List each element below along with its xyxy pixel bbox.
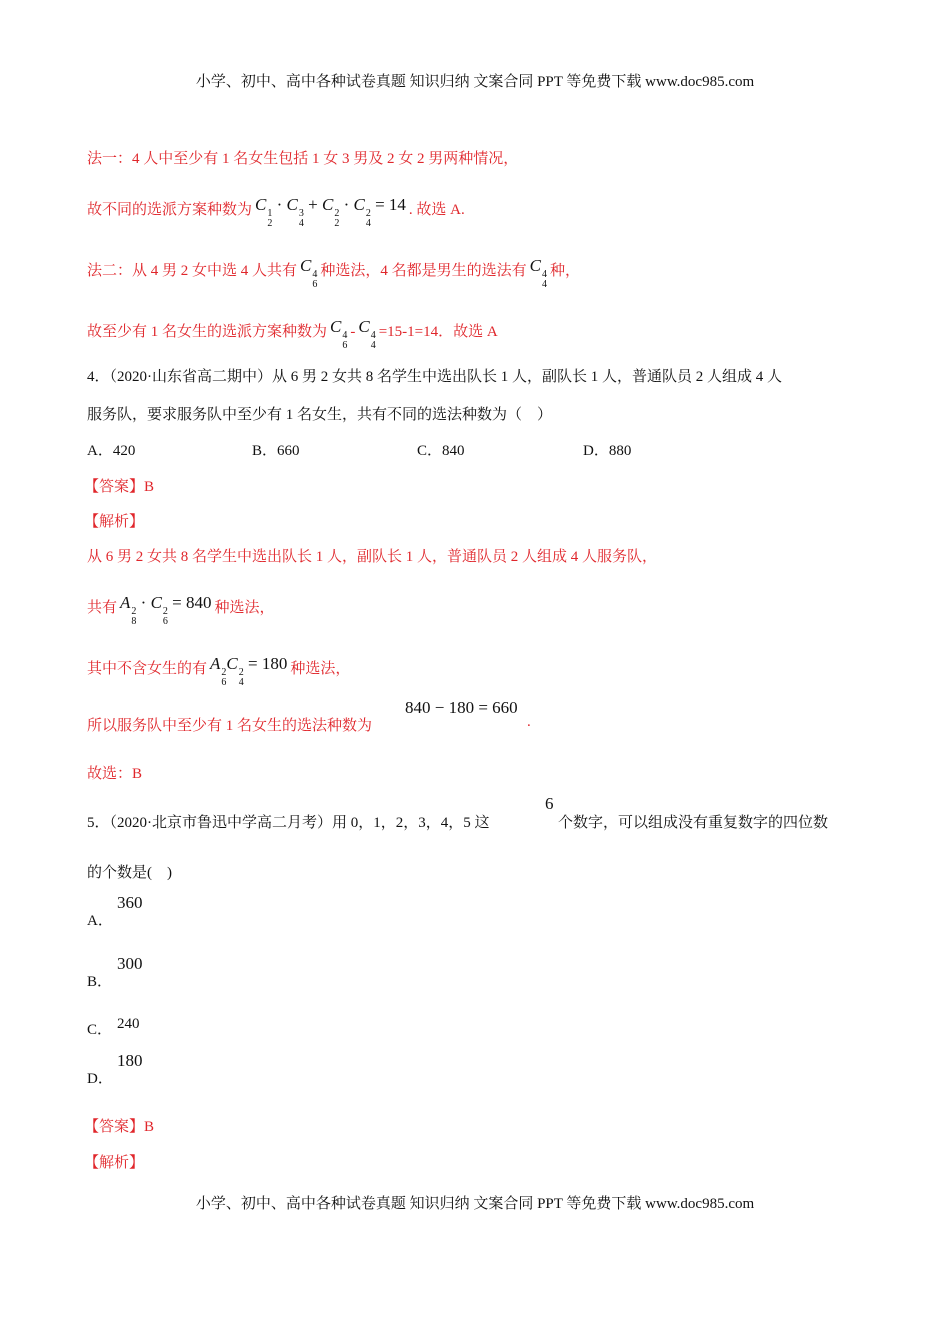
q5-option-c-value: 240 <box>117 1016 140 1032</box>
q5-option-d-letter: D． <box>87 1071 113 1087</box>
math-indices: 4 4 <box>541 269 547 290</box>
formula <box>300 256 317 290</box>
q5-stem-line1-b: 个数字，可以组成没有重复数字的四位数 <box>558 815 829 831</box>
q4-option-c: C．840 <box>417 443 465 459</box>
math-indices: 2 6 <box>162 606 168 627</box>
page-footer: 小学、初中、高中各种试卷真题 知识归纳 文案合同 PPT 等免费下载 www.doc985.com <box>195 1196 755 1212</box>
q4-solution-period: . <box>527 714 531 730</box>
math-indices: 4 4 <box>370 330 376 351</box>
math-indices: 2 6 <box>221 667 227 688</box>
formula <box>330 317 347 351</box>
q4-stem-line1: 4．（2020·山东省高二期中）从 6 男 2 女共 8 名学生中选出队长 1 人，副队长 1 人，普通队员 2 人组成 4 人 <box>87 369 782 385</box>
math-operator: = 180 <box>243 654 288 673</box>
text: 种选法， <box>214 600 275 616</box>
math-symbol: C <box>286 195 298 214</box>
q5-option-a-value: 360 <box>117 893 143 912</box>
q4-solution-line4: 所以服务队中至少有 1 名女生的选法种数为 <box>87 718 373 734</box>
math-symbol: C <box>353 195 365 214</box>
q5-option-b-value: 300 <box>117 954 143 973</box>
q4-solution-line3 <box>87 654 350 688</box>
q4-answer: 【答案】B <box>84 479 155 495</box>
math-indices: 2 4 <box>238 667 244 688</box>
math-symbol: A <box>210 654 221 673</box>
method2-line2 <box>87 317 498 351</box>
math-indices: 2 4 <box>365 208 371 229</box>
q4-conclusion: 故选：B <box>87 766 143 782</box>
text: =15-1=14．故选 A <box>378 324 498 340</box>
formula <box>210 654 287 688</box>
text: 法二：从 4 男 2 女中选 4 人共有 <box>87 263 298 279</box>
q5-answer: 【答案】B <box>84 1119 155 1135</box>
math-symbol: C <box>529 256 541 275</box>
math-symbol: C <box>300 256 312 275</box>
math-symbol: C <box>321 195 334 214</box>
q4-stem-line2: 服务队，要求服务队中至少有 1 名女生，共有不同的选法种数为（ ） <box>87 407 553 423</box>
q5-analysis-label: 【解析】 <box>84 1155 145 1171</box>
q4-option-b: B．660 <box>252 443 300 459</box>
math-operator: = 14 <box>370 195 406 214</box>
text: 种， <box>549 263 580 279</box>
method2-line1 <box>87 256 580 290</box>
math-operator: · <box>272 195 287 214</box>
q5-stem-line1-a: 5．（2020·北京市鲁迅中学高二月考）用 0，1，2，3，4，5 这 <box>87 815 490 831</box>
q5-option-c-letter: C． <box>87 1022 113 1038</box>
math-indices: 1 2 <box>267 208 273 229</box>
q4-solution-formula: 840 − 180 = 660 <box>405 698 518 717</box>
math-symbol: C <box>358 317 370 336</box>
q5-option-a-letter: A． <box>87 913 113 929</box>
text: 种选法，4 名都是男生的选法有 <box>320 263 527 279</box>
page-header: 小学、初中、高中各种试卷真题 知识归纳 文案合同 PPT 等免费下载 www.doc985.com <box>195 74 755 90</box>
q4-analysis-label: 【解析】 <box>84 514 145 530</box>
formula <box>358 317 375 351</box>
formula <box>530 256 547 290</box>
text: 其中不含女生的有 <box>87 661 208 677</box>
math-symbol: C <box>330 317 342 336</box>
text: - <box>350 324 356 340</box>
text: 故不同的选派方案种数为 <box>87 202 253 218</box>
q4-solution-line2 <box>87 593 275 627</box>
method1-line1: 法一：4 人中至少有 1 名女生包括 1 女 3 男及 2 女 2 男两种情况， <box>87 151 519 167</box>
method1-line2 <box>87 195 465 229</box>
q4-solution-line1: 从 6 男 2 女共 8 名学生中选出队长 1 人，副队长 1 人，普通队员 2 人组成 4 人服务队， <box>87 549 658 565</box>
q5-stem-line2: 的个数是( ) <box>87 865 172 881</box>
math-symbol: C <box>150 593 162 612</box>
math-indices: 4 6 <box>342 330 348 351</box>
formula <box>255 195 406 229</box>
math-operator: + <box>303 195 322 214</box>
math-operator: · <box>136 593 151 612</box>
text: 种选法， <box>290 661 351 677</box>
formula <box>120 593 212 627</box>
text: 故至少有 1 名女生的选派方案种数为 <box>87 324 328 340</box>
q5-stem-six: 6 <box>545 794 554 813</box>
text: . 故选 A. <box>408 202 465 218</box>
math-indices: 2 2 <box>334 208 340 229</box>
math-symbol: C <box>226 654 238 673</box>
math-operator: = 840 <box>167 593 212 612</box>
q5-option-d-value: 180 <box>117 1051 143 1070</box>
math-symbol: C <box>255 195 267 214</box>
q4-option-d: D．880 <box>583 443 632 459</box>
math-indices: 3 4 <box>298 208 304 229</box>
math-indices: 2 8 <box>131 606 137 627</box>
q4-option-a: A．420 <box>87 443 136 459</box>
math-indices: 4 6 <box>312 269 318 290</box>
q5-option-b-letter: B． <box>87 974 113 990</box>
text: 共有 <box>87 600 118 616</box>
math-symbol: A <box>120 593 131 612</box>
math-operator: · <box>339 195 354 214</box>
